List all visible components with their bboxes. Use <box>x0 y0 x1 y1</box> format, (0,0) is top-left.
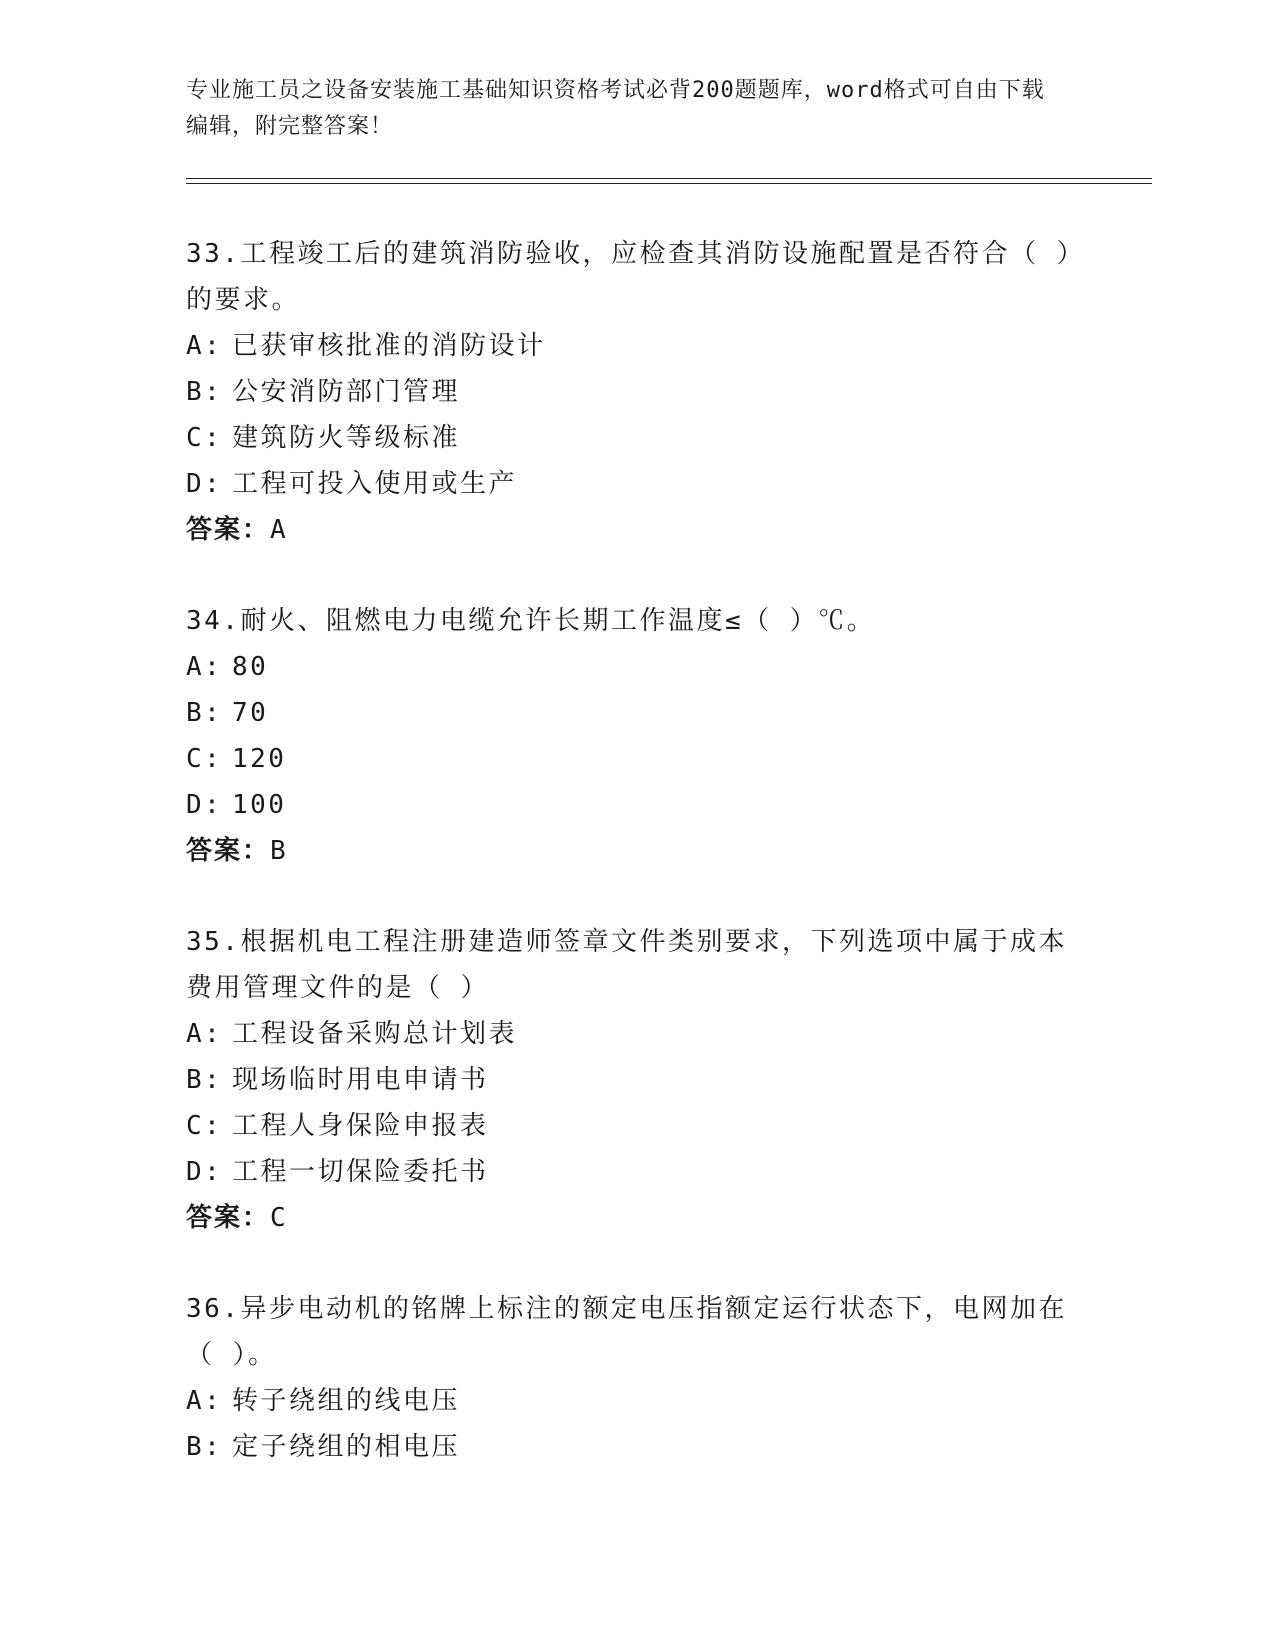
option-d <box>186 782 1086 828</box>
answer-label: 答案： <box>186 1203 271 1233</box>
option-text: 工程设备采购总计划表 <box>232 1019 518 1049</box>
option-letter: A: <box>186 1019 223 1049</box>
option-letter: B: <box>186 1432 223 1462</box>
option-letter: D: <box>186 790 223 820</box>
option-text: 80 <box>232 652 269 682</box>
answer-line <box>186 507 1086 553</box>
answer-value: C <box>270 1203 288 1233</box>
question-list <box>186 231 1086 1515</box>
question-33 <box>186 231 1086 553</box>
option-letter: C: <box>186 744 223 774</box>
header-divider-top <box>186 178 1152 179</box>
option-text: 已获审核批准的消防设计 <box>232 331 546 361</box>
question-text: 36.异步电动机的铭牌上标注的额定电压指额定运行状态下，电网加在（ ）。 <box>186 1294 1067 1370</box>
option-letter: A: <box>186 1386 223 1416</box>
option-letter: A: <box>186 331 223 361</box>
question-36 <box>186 1286 1086 1470</box>
option-text: 公安消防部门管理 <box>232 377 461 407</box>
question-35 <box>186 919 1086 1241</box>
option-d <box>186 1149 1086 1195</box>
question-text: 35.根据机电工程注册建造师签章文件类别要求，下列选项中属于成本费用管理文件的是（ ） <box>186 927 1067 1003</box>
question-34 <box>186 598 1086 874</box>
option-a <box>186 1011 1086 1057</box>
option-b <box>186 1424 1086 1470</box>
option-c <box>186 415 1086 461</box>
answer-line <box>186 1195 1086 1241</box>
option-a <box>186 1378 1086 1424</box>
answer-value: B <box>270 836 288 866</box>
option-letter: B: <box>186 377 223 407</box>
option-text: 现场临时用电申请书 <box>232 1065 489 1095</box>
option-text: 工程人身保险申报表 <box>232 1111 489 1141</box>
option-letter: C: <box>186 1111 223 1141</box>
answer-label: 答案： <box>186 515 271 545</box>
option-b <box>186 1057 1086 1103</box>
option-b <box>186 369 1086 415</box>
option-letter: B: <box>186 698 223 728</box>
option-text: 转子绕组的线电压 <box>232 1386 461 1416</box>
option-c <box>186 736 1086 782</box>
question-text: 33.工程竣工后的建筑消防验收，应检查其消防设施配置是否符合（ ）的要求。 <box>186 239 1086 315</box>
option-text: 工程可投入使用或生产 <box>232 469 518 499</box>
option-a <box>186 323 1086 369</box>
header-divider-bottom <box>186 183 1152 184</box>
option-text: 建筑防火等级标准 <box>232 423 461 453</box>
option-a <box>186 644 1086 690</box>
option-letter: A: <box>186 652 223 682</box>
option-text: 工程一切保险委托书 <box>232 1157 489 1187</box>
option-c <box>186 1103 1086 1149</box>
option-d <box>186 461 1086 507</box>
option-text: 120 <box>232 744 287 774</box>
option-text: 70 <box>232 698 269 728</box>
question-text: 34.耐火、阻燃电力电缆允许长期工作温度≤（ ）℃。 <box>186 606 876 636</box>
option-text: 100 <box>232 790 287 820</box>
answer-line <box>186 828 1086 874</box>
option-b <box>186 690 1086 736</box>
option-letter: C: <box>186 423 223 453</box>
option-letter: D: <box>186 469 223 499</box>
answer-label: 答案： <box>186 836 271 866</box>
option-letter: D: <box>186 1157 223 1187</box>
option-text: 定子绕组的相电压 <box>232 1432 461 1462</box>
answer-value: A <box>270 515 288 545</box>
option-letter: B: <box>186 1065 223 1095</box>
document-title: 专业施工员之设备安装施工基础知识资格考试必背200题题库，word格式可自由下载编辑，附完整答案！ <box>186 78 1045 139</box>
